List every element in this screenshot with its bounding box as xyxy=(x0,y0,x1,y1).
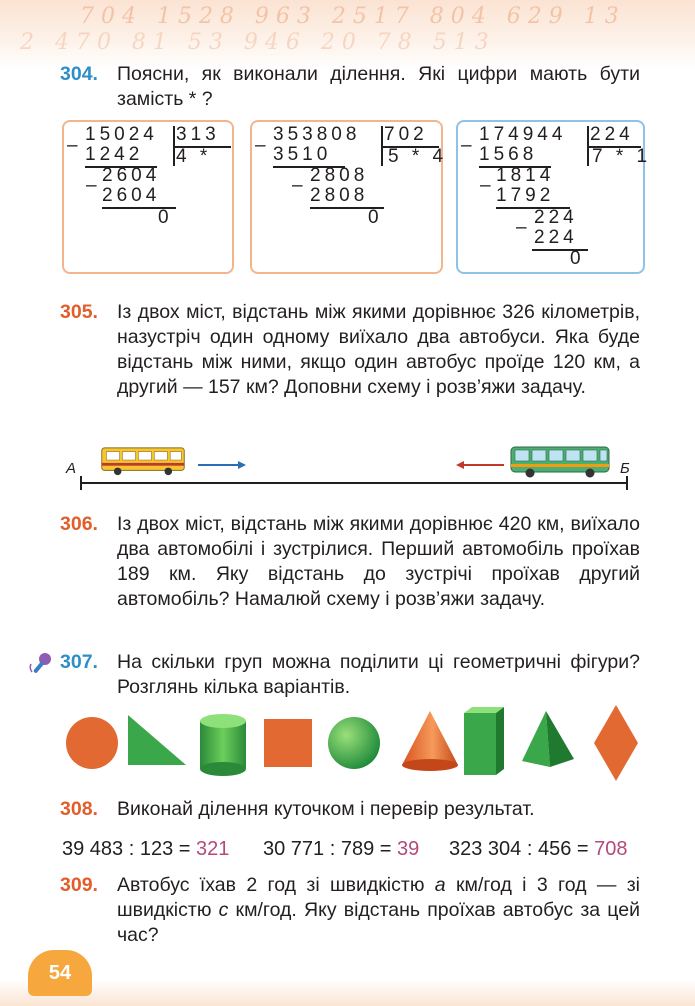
minus-sign: – xyxy=(67,135,82,156)
subtrahend-2: 2604 xyxy=(102,185,161,206)
problem-expression: 323 304 : 456 = xyxy=(449,838,595,860)
exercise-text: Із двох міст, відстань між якими дорівнює 420 км, виїхало два автомобілі і зустрілися. Перший автомобіль проїхав 189 км. Яку відстань до зустрічі проїхав другий автомобіль? Намалюй схему і розв’яжи задачу. xyxy=(117,513,640,610)
remainder-1: 1814 xyxy=(496,165,555,186)
text-part: км/год. Яку відстань проїхав автобус за цей час? xyxy=(117,899,640,946)
divisor: 224 xyxy=(590,124,634,145)
division-card-2 xyxy=(250,120,448,274)
subtrahend-3: 224 xyxy=(534,227,578,248)
page-number: 54 xyxy=(28,950,92,996)
cone-shape xyxy=(402,711,458,771)
division-card-1 xyxy=(62,120,234,274)
square-shape xyxy=(264,719,312,767)
quotient: 4 * xyxy=(176,146,212,167)
arrow-right-icon xyxy=(198,460,246,470)
divisor: 313 xyxy=(176,124,220,145)
division-problem-2 xyxy=(263,838,419,861)
cylinder-shape xyxy=(200,714,246,776)
exercise-number: 309. xyxy=(60,874,98,896)
text-part: км/год і 3 год — зі швидкістю xyxy=(117,874,640,921)
decorative-header-band xyxy=(0,0,695,70)
quotient: 5 * 4 xyxy=(388,146,448,167)
variable-c: c xyxy=(218,899,229,921)
exercise-number: 305. xyxy=(60,301,98,323)
problem-answer: 708 xyxy=(594,838,628,860)
quotient: 7 * 1 xyxy=(592,146,652,167)
variable-a: a xyxy=(434,874,446,896)
problem-answer: 39 xyxy=(397,838,420,860)
minus-sign: – xyxy=(480,175,495,196)
geometric-shapes xyxy=(60,705,650,785)
exercise-308 xyxy=(60,797,640,822)
exercise-text: Із двох міст, відстань між якими дорівнює 326 кілометрів, назустріч один одному виїхало два автобуси. Яка буде відстань між ними, якщо один автобус проїде 120 км, а другий — 157 км? Доповни схему і розв’яжи задачу. xyxy=(117,301,640,398)
city-a-label: A xyxy=(66,460,77,477)
exercise-number: 307. xyxy=(60,651,98,673)
exercise-text: Поясни, як виконали ділення. Які цифри мають бути замість * ? xyxy=(117,63,640,110)
minus-sign: – xyxy=(292,175,307,196)
exercise-text: На скільки груп можна поділити ці геометричні фігури? Розглянь кілька варіантів. xyxy=(117,651,640,698)
microphone-icon xyxy=(28,650,56,678)
exercise-text xyxy=(117,873,640,948)
exercise-305 xyxy=(60,300,640,400)
bus-yellow-icon xyxy=(98,446,188,476)
final-remainder: 0 xyxy=(158,207,173,228)
minus-sign: – xyxy=(255,135,270,156)
triangle-shape xyxy=(128,715,186,765)
route-end-tick xyxy=(626,476,628,490)
rhombus-shape xyxy=(594,705,638,781)
problem-expression: 30 771 : 789 = xyxy=(263,838,398,860)
exercise-number: 304. xyxy=(60,63,98,85)
pyramid-shape xyxy=(522,711,574,767)
problem-answer: 321 xyxy=(196,838,230,860)
route-line xyxy=(80,482,628,484)
remainder-1: 2604 xyxy=(102,165,161,186)
arrow-left-icon xyxy=(456,460,504,470)
remainder-1: 2808 xyxy=(310,165,369,186)
final-remainder: 0 xyxy=(570,248,585,269)
decorative-digits-2: 2 4 7 0 8 1 5 3 9 4 6 2 0 7 8 5 1 3 xyxy=(20,30,489,55)
city-b-label: Б xyxy=(620,460,630,477)
exercise-306 xyxy=(60,512,640,612)
dividend: 353808 xyxy=(273,124,361,145)
exercise-304 xyxy=(60,62,640,112)
division-problem-1 xyxy=(62,838,229,861)
prism-shape xyxy=(464,707,504,775)
exercise-text: Виконай ділення куточком і перевір результат. xyxy=(117,798,535,820)
subtrahend-2: 2808 xyxy=(310,185,369,206)
minus-sign: – xyxy=(461,135,476,156)
subtrahend-1: 1568 xyxy=(479,144,538,165)
route-start-tick xyxy=(80,476,82,490)
final-remainder: 0 xyxy=(368,207,383,228)
dividend: 174944 xyxy=(479,124,567,145)
exercise-number: 308. xyxy=(60,798,98,820)
division-problem-3 xyxy=(449,838,628,861)
exercise-number: 306. xyxy=(60,513,98,535)
subtrahend-2: 1792 xyxy=(496,185,555,206)
circle-shape xyxy=(66,717,118,769)
text-part: Автобус їхав 2 год зі швидкістю xyxy=(117,874,435,896)
dividend: 15024 xyxy=(85,124,158,145)
division-card-3 xyxy=(456,120,652,274)
bus-green-icon xyxy=(510,445,610,479)
divisor: 702 xyxy=(384,124,428,145)
sphere-shape xyxy=(328,717,380,769)
remainder-2: 224 xyxy=(534,207,578,228)
subtrahend-1: 1242 xyxy=(85,144,144,165)
subtrahend-1: 3510 xyxy=(273,144,332,165)
exercise-309 xyxy=(60,873,640,948)
problem-expression: 39 483 : 123 = xyxy=(62,838,197,860)
decorative-footer-band xyxy=(0,980,695,1006)
minus-sign: – xyxy=(86,175,101,196)
exercise-307 xyxy=(60,650,640,700)
minus-sign: – xyxy=(516,217,531,238)
decorative-digits: 7 0 4 1 5 2 8 9 6 3 2 5 1 7 8 0 4 6 2 9 1 3 xyxy=(80,4,619,29)
